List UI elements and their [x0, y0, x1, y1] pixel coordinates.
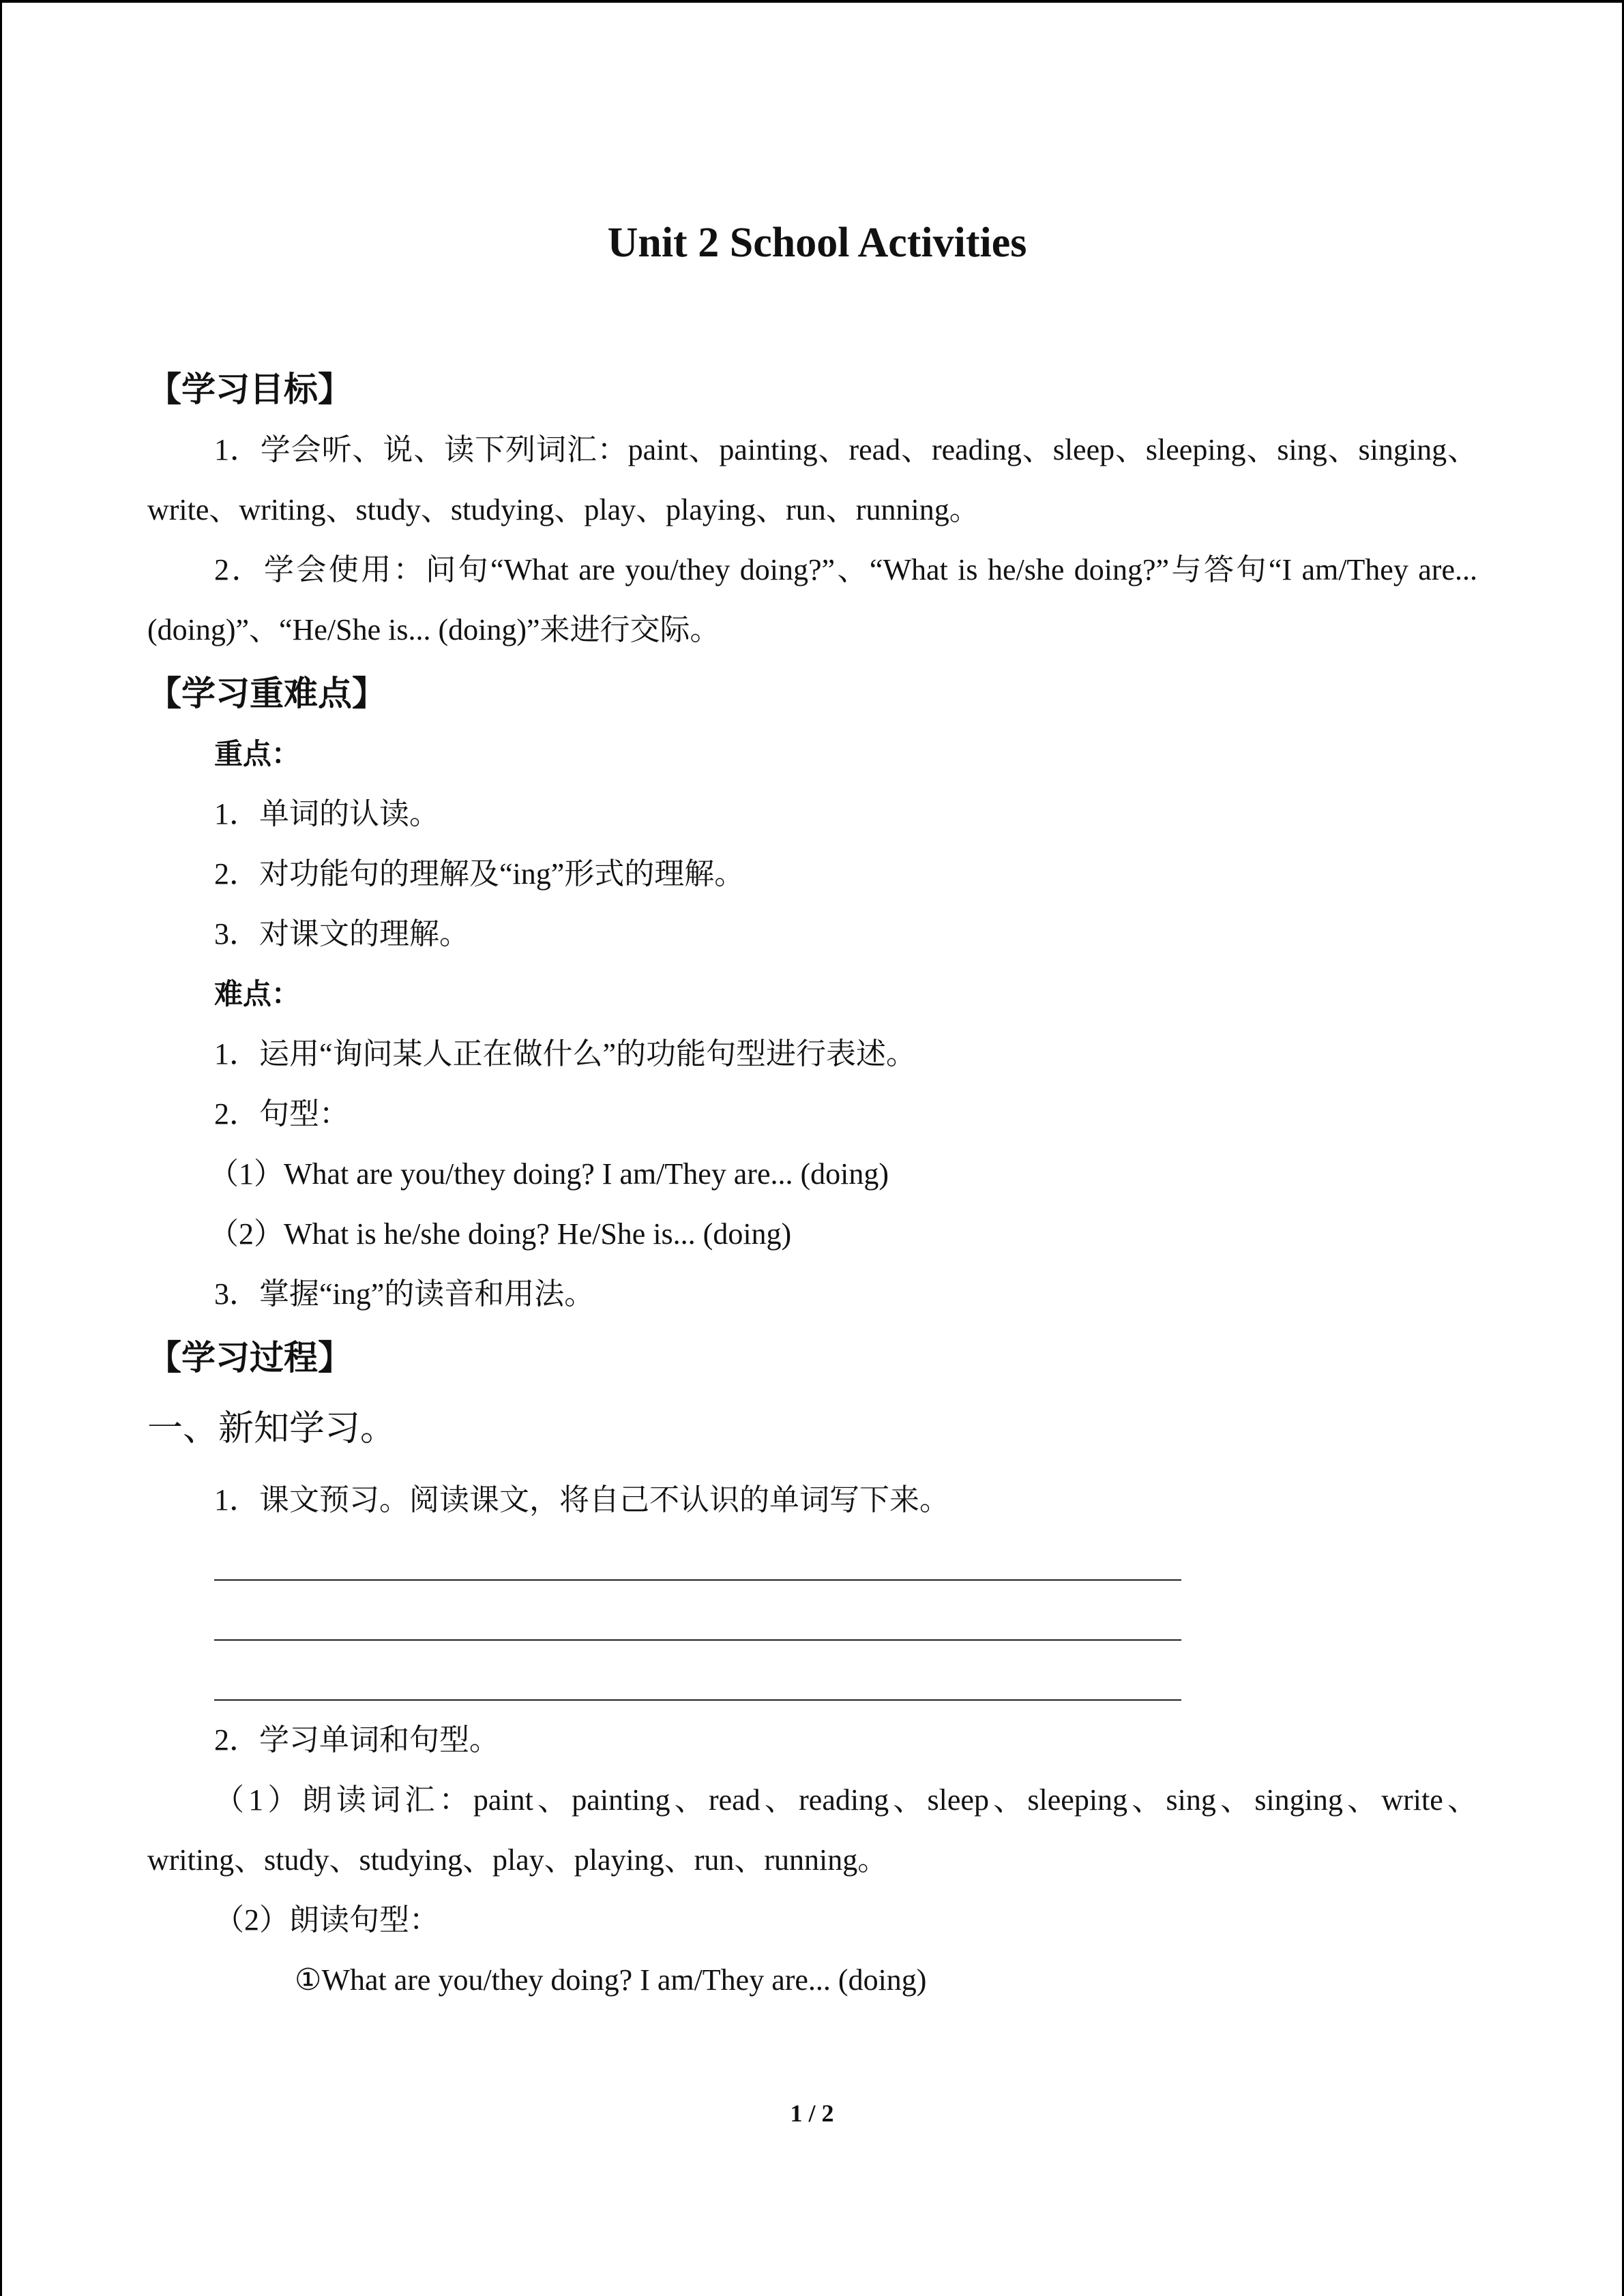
difficult-label-text: 难点： — [214, 977, 301, 1011]
goal-item-2: 2．学会使用：问句“What are you/they doing?”、“What is he/she doing?”与答句“I am/They are... (doing)”、“He/She is... (doing)”来进行交际。 — [147, 553, 1477, 646]
key-label-text: 重点： — [214, 737, 301, 771]
process-step-2: 2．学习单词和句型。 — [214, 1723, 499, 1757]
process-step-2-1: （1）朗读词汇：paint、painting、read、reading、sleep、sleeping、sing、singing、write、writing、study、studying、play、playing、run、running。 — [147, 1783, 1477, 1877]
difficult-item-2: 2．句型： — [214, 1097, 349, 1131]
key-item-2: 2．对功能句的理解及“ing”形式的理解。 — [214, 857, 745, 891]
difficult-item-1: 1．运用“询问某人正在做什么”的功能句型进行表述。 — [214, 1037, 917, 1071]
section-heading-process: 【学习过程】 — [147, 1338, 352, 1377]
process-step-2-2: （2）朗读句型： — [214, 1903, 439, 1937]
key-label — [147, 724, 1477, 784]
page-number: 1 / 2 — [790, 2100, 834, 2127]
document-content — [147, 202, 1477, 2010]
process-step-1: 1．课文预习。阅读课文，将自己不认识的单词写下来。 — [214, 1483, 949, 1517]
goal-item-1: 1．学会听、说、读下列词汇：paint、painting、read、reading、sleep、sleeping、sing、singing、write、writing、study、studying、play、playing、run、running。 — [147, 433, 1477, 526]
section-heading-key-points: 【学习重难点】 — [147, 674, 386, 713]
document-title: Unit 2 School Activities — [607, 220, 1027, 266]
answer-blank-line[interactable] — [214, 1530, 1181, 1590]
answer-blank-line[interactable] — [214, 1590, 1181, 1650]
difficult-item-2-2: （2）What is he/she doing? He/She is... (doing) — [209, 1217, 792, 1251]
answer-blank-line[interactable] — [214, 1650, 1181, 1710]
key-item-1: 1．单词的认读。 — [214, 797, 439, 831]
difficult-item-2-1: （1）What are you/they doing? I am/They are... (doing) — [209, 1157, 889, 1191]
key-item-3: 3．对课文的理解。 — [214, 917, 469, 951]
process-step-2-2-a: ①What are you/they doing? I am/They are... (doing) — [295, 1963, 927, 1997]
section-heading-goals: 【学习目标】 — [147, 370, 352, 409]
part-heading-new-knowledge: 一、新知学习。 — [147, 1410, 396, 1448]
difficult-item-3: 3．掌握“ing”的读音和用法。 — [214, 1277, 595, 1311]
difficult-label — [147, 964, 1477, 1024]
